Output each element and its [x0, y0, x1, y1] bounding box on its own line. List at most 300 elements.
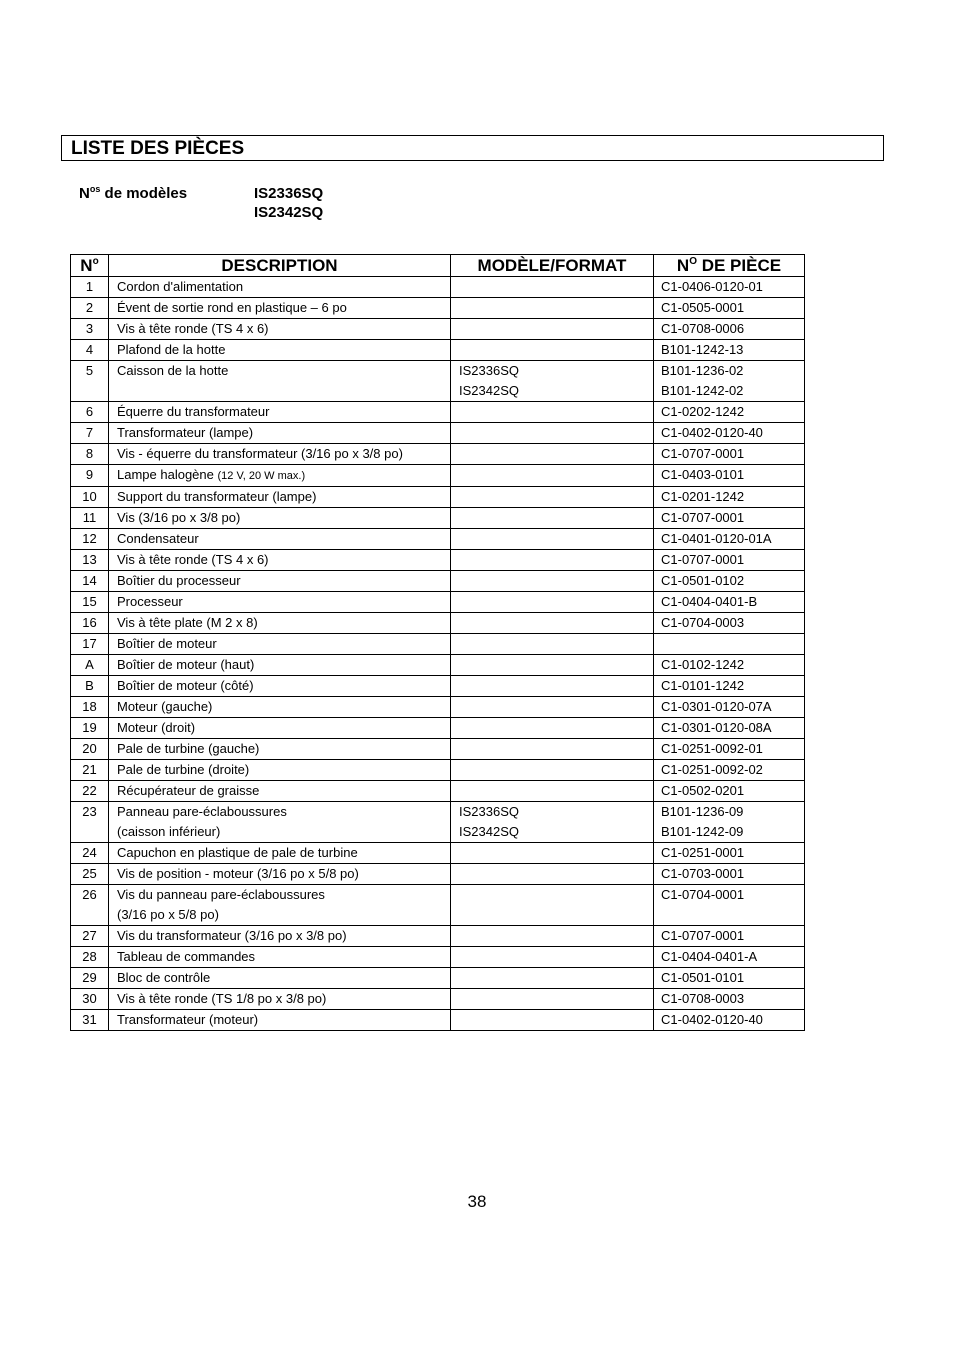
item-model-line [459, 822, 653, 842]
table-row [71, 634, 805, 655]
item-model-text: IS2336SQ [459, 804, 519, 819]
item-number: 24 [71, 843, 109, 864]
parts-table [70, 254, 805, 1031]
item-description-text: Boîtier de moteur (haut) [117, 657, 255, 672]
item-description [109, 340, 451, 361]
item-description [109, 550, 451, 571]
item-part-number-line [661, 947, 804, 967]
item-part-number-text: B101-1242-09 [661, 824, 744, 839]
item-number: 8 [71, 444, 109, 465]
item-part-number [654, 550, 805, 571]
item-part-number-text: C1-0707-0001 [661, 928, 745, 943]
item-description [109, 739, 451, 760]
item-model [451, 592, 654, 613]
item-part-number-line [661, 1010, 804, 1030]
item-part-number-line [661, 739, 804, 759]
description-note: (12 V, 20 W max.) [217, 470, 306, 482]
item-description-text: Caisson de la hotte [117, 363, 229, 378]
item-description-text: Équerre du transformateur [117, 404, 270, 419]
item-description-line [117, 947, 450, 967]
item-description [109, 508, 451, 529]
item-description [109, 843, 451, 864]
item-number: 26 [71, 885, 109, 926]
item-number: 20 [71, 739, 109, 760]
item-part-number-text: C1-0301-0120-08A [661, 720, 772, 735]
item-description [109, 571, 451, 592]
item-description-text: Vis du panneau pare-éclaboussures [117, 887, 325, 902]
item-part-number [654, 947, 805, 968]
table-row [71, 926, 805, 947]
item-part-number-line [661, 298, 804, 318]
item-description-line [117, 718, 450, 738]
item-part-number-line [661, 571, 804, 591]
item-part-number-line [661, 277, 804, 297]
item-number: 4 [71, 340, 109, 361]
item-part-number [654, 655, 805, 676]
item-part-number [654, 465, 805, 487]
section-title: LISTE DES PIÈCES [71, 138, 245, 159]
item-part-number-text: C1-0404-0401-A [661, 949, 758, 964]
item-description-line [117, 905, 450, 925]
item-part-number-line [661, 781, 804, 801]
item-part-number [654, 885, 805, 926]
item-part-number [654, 508, 805, 529]
item-part-number-text: B101-1242-02 [661, 383, 744, 398]
item-description-line [117, 843, 450, 863]
table-row [71, 864, 805, 885]
item-description-line [117, 822, 450, 842]
item-description [109, 487, 451, 508]
item-number: 5 [71, 361, 109, 402]
item-description-line [117, 298, 450, 318]
header-part-number: $N^O$ DE PIÈCE [654, 255, 805, 277]
item-description-text: Vis à tête ronde (TS 1/8 po x 3/8 po) [117, 991, 327, 1006]
item-part-number-text: C1-0501-0102 [661, 573, 745, 588]
item-part-number-line [661, 444, 804, 464]
item-model [451, 655, 654, 676]
item-description [109, 592, 451, 613]
item-description [109, 781, 451, 802]
item-part-number-line [661, 340, 804, 360]
item-part-number-text: C1-0708-0003 [661, 991, 745, 1006]
item-description-line [117, 423, 450, 443]
item-description [109, 613, 451, 634]
item-part-number [654, 444, 805, 465]
item-model [451, 968, 654, 989]
item-description-text: Bloc de contrôle [117, 970, 211, 985]
item-model [451, 697, 654, 718]
item-part-number [654, 340, 805, 361]
table-row [71, 760, 805, 781]
item-number: 3 [71, 319, 109, 340]
item-part-number-text: C1-0202-1242 [661, 404, 745, 419]
item-number: 17 [71, 634, 109, 655]
item-description-line [117, 802, 450, 822]
item-description-line [117, 613, 450, 633]
table-row [71, 487, 805, 508]
item-part-number-text: C1-0403-0101 [661, 467, 745, 482]
item-part-number-line [661, 402, 804, 422]
table-row [71, 947, 805, 968]
item-number: 31 [71, 1010, 109, 1031]
item-part-number [654, 613, 805, 634]
item-model [451, 864, 654, 885]
table-row [71, 277, 805, 298]
item-part-number [654, 760, 805, 781]
item-description-text: Lampe halogène [117, 467, 218, 482]
item-part-number-line [661, 718, 804, 738]
item-description [109, 465, 451, 487]
item-number: A [71, 655, 109, 676]
item-number: 12 [71, 529, 109, 550]
item-model [451, 298, 654, 319]
item-model [451, 319, 654, 340]
item-part-number-line [661, 613, 804, 633]
item-part-number [654, 843, 805, 864]
item-description-text: Vis à tête ronde (TS 4 x 6) [117, 321, 269, 336]
item-number: 11 [71, 508, 109, 529]
item-number: 29 [71, 968, 109, 989]
item-part-number-line [661, 989, 804, 1009]
item-description [109, 634, 451, 655]
item-model [451, 739, 654, 760]
item-part-number-text: C1-0102-1242 [661, 657, 745, 672]
item-model [451, 885, 654, 926]
item-part-number [654, 592, 805, 613]
item-description-text: (3/16 po x 5/8 po) [117, 907, 219, 922]
item-description [109, 926, 451, 947]
item-part-number [654, 571, 805, 592]
item-number: 13 [71, 550, 109, 571]
item-description-line [117, 760, 450, 780]
item-model [451, 508, 654, 529]
item-model-line [459, 381, 653, 401]
item-description-text: Pale de turbine (gauche) [117, 741, 260, 756]
table-row [71, 423, 805, 444]
item-part-number-text: C1-0707-0001 [661, 552, 745, 567]
item-model [451, 277, 654, 298]
item-description [109, 718, 451, 739]
item-part-number-text: C1-0505-0001 [661, 300, 745, 315]
section-title-box [61, 135, 884, 161]
item-part-number-text: C1-0251-0001 [661, 845, 745, 860]
item-description [109, 864, 451, 885]
item-part-number-line [661, 885, 804, 905]
item-description-line [117, 571, 450, 591]
item-part-number-line [661, 423, 804, 443]
item-part-number-text: C1-0404-0401-B [661, 594, 758, 609]
item-part-number [654, 718, 805, 739]
item-description-text: Vis de position - moteur (3/16 po x 5/8 po) [117, 866, 359, 881]
item-number: 2 [71, 298, 109, 319]
table-row [71, 529, 805, 550]
item-description-line [117, 968, 450, 988]
item-part-number-text: C1-0707-0001 [661, 446, 745, 461]
item-part-number-line [661, 926, 804, 946]
item-part-number [654, 676, 805, 697]
item-description-text: Boîtier de moteur (côté) [117, 678, 254, 693]
item-model [451, 465, 654, 487]
item-model [451, 340, 654, 361]
table-row [71, 319, 805, 340]
item-part-number-text: C1-0406-0120-01 [661, 279, 763, 294]
item-description-line [117, 508, 450, 528]
parts-table-body [71, 277, 805, 1031]
item-model [451, 802, 654, 843]
item-part-number-line [661, 968, 804, 988]
item-description-text: Transformateur (moteur) [117, 1012, 259, 1027]
item-part-number-line [661, 864, 804, 884]
item-part-number-line [661, 592, 804, 612]
item-part-number-text: C1-0501-0101 [661, 970, 745, 985]
models-list [254, 184, 323, 222]
item-model [451, 718, 654, 739]
item-part-number [654, 697, 805, 718]
item-model-text: IS2342SQ [459, 383, 519, 398]
item-part-number [654, 298, 805, 319]
item-description-line [117, 781, 450, 801]
item-description-text: Vis à tête ronde (TS 4 x 6) [117, 552, 269, 567]
item-part-number-text: C1-0704-0003 [661, 615, 745, 630]
item-description [109, 361, 451, 402]
item-model-line [459, 802, 653, 822]
item-number: 14 [71, 571, 109, 592]
item-description-text: Transformateur (lampe) [117, 425, 254, 440]
item-part-number [654, 423, 805, 444]
item-description-line [117, 592, 450, 612]
item-description-line [117, 340, 450, 360]
item-number: 7 [71, 423, 109, 444]
item-part-number [654, 487, 805, 508]
item-description-line [117, 634, 450, 654]
model-number: IS2342SQ [254, 204, 324, 221]
item-part-number-line [661, 508, 804, 528]
table-row [71, 676, 805, 697]
item-part-number [654, 926, 805, 947]
item-number: 10 [71, 487, 109, 508]
item-part-number [654, 989, 805, 1010]
table-row [71, 550, 805, 571]
item-description [109, 802, 451, 843]
item-model [451, 423, 654, 444]
item-description [109, 444, 451, 465]
item-part-number [654, 781, 805, 802]
item-description-line [117, 864, 450, 884]
table-row [71, 781, 805, 802]
item-part-number-line [661, 802, 804, 822]
table-row [71, 968, 805, 989]
item-model [451, 947, 654, 968]
item-number: 25 [71, 864, 109, 885]
item-model [451, 402, 654, 423]
item-description-line [117, 361, 450, 381]
item-part-number-text: B101-1236-02 [661, 363, 744, 378]
item-description-text: Vis (3/16 po x 3/8 po) [117, 510, 241, 525]
table-row [71, 444, 805, 465]
item-description-line [117, 739, 450, 759]
item-model [451, 781, 654, 802]
item-description [109, 529, 451, 550]
table-row [71, 508, 805, 529]
item-part-number-line [661, 676, 804, 696]
item-model [451, 1010, 654, 1031]
item-number: 19 [71, 718, 109, 739]
item-description-text: Tableau de commandes [117, 949, 256, 964]
header-model: MODÈLE/FORMAT [451, 255, 654, 277]
item-part-number [654, 402, 805, 423]
item-model [451, 550, 654, 571]
item-number: 18 [71, 697, 109, 718]
item-part-number [654, 361, 805, 402]
item-description-text: Support du transformateur (lampe) [117, 489, 317, 504]
item-part-number-text: C1-0101-1242 [661, 678, 745, 693]
item-part-number-line [661, 465, 804, 485]
item-description-text: Boîtier du processeur [117, 573, 241, 588]
item-description-text: Plafond de la hotte [117, 342, 226, 357]
item-part-number [654, 277, 805, 298]
item-description-text: Récupérateur de graisse [117, 783, 260, 798]
item-part-number [654, 634, 805, 655]
item-description-line [117, 444, 450, 464]
item-description-text: Boîtier de moteur [117, 636, 217, 651]
table-row [71, 613, 805, 634]
table-row [71, 739, 805, 760]
table-row [71, 298, 805, 319]
item-description-text: Évent de sortie rond en plastique – 6 po [117, 300, 347, 315]
item-description [109, 697, 451, 718]
item-model [451, 444, 654, 465]
item-description-line [117, 487, 450, 507]
item-part-number-line [661, 697, 804, 717]
item-description-text: Moteur (gauche) [117, 699, 213, 714]
models-label: $N^{os}$ de modèles [79, 184, 188, 202]
item-part-number-text: C1-0707-0001 [661, 510, 745, 525]
item-model [451, 361, 654, 402]
item-part-number-text: C1-0201-1242 [661, 489, 745, 504]
item-part-number-text: B101-1236-09 [661, 804, 744, 819]
item-description [109, 423, 451, 444]
item-number: 6 [71, 402, 109, 423]
table-row [71, 340, 805, 361]
item-description [109, 298, 451, 319]
table-row [71, 802, 805, 843]
item-description-line [117, 697, 450, 717]
item-part-number-line [661, 381, 804, 401]
item-model [451, 676, 654, 697]
item-model-line [459, 361, 653, 381]
item-description [109, 885, 451, 926]
item-part-number [654, 864, 805, 885]
item-description-line [117, 989, 450, 1009]
item-number: 27 [71, 926, 109, 947]
item-description [109, 968, 451, 989]
table-row [71, 989, 805, 1010]
table-row [71, 465, 805, 487]
item-number: 23 [71, 802, 109, 843]
item-description-text: Condensateur [117, 531, 199, 546]
table-row [71, 718, 805, 739]
item-part-number-text: B101-1242-13 [661, 342, 744, 357]
item-description-line [117, 529, 450, 549]
item-description-text: Vis - équerre du transformateur (3/16 po x 3/8 po) [117, 446, 403, 461]
item-model-text: IS2336SQ [459, 363, 519, 378]
header-description: DESCRIPTION [109, 255, 451, 277]
item-number: 28 [71, 947, 109, 968]
item-model [451, 926, 654, 947]
item-part-number-line [661, 361, 804, 381]
page-number: 38 [467, 1192, 487, 1211]
item-part-number-text: C1-0703-0001 [661, 866, 745, 881]
item-model [451, 487, 654, 508]
item-description-line [117, 676, 450, 696]
item-part-number [654, 319, 805, 340]
item-model [451, 989, 654, 1010]
item-part-number-line [661, 319, 804, 339]
table-row [71, 571, 805, 592]
item-part-number [654, 968, 805, 989]
item-part-number-line [661, 843, 804, 863]
table-header-row [71, 255, 805, 277]
item-description [109, 989, 451, 1010]
table-row [71, 592, 805, 613]
item-description [109, 1010, 451, 1031]
table-row [71, 885, 805, 926]
item-part-number-text: C1-0401-0120-01A [661, 531, 772, 546]
item-part-number-line [661, 655, 804, 675]
table-row [71, 843, 805, 864]
item-model [451, 760, 654, 781]
item-description [109, 676, 451, 697]
item-part-number-text: C1-0704-0001 [661, 887, 745, 902]
item-description-line [117, 655, 450, 675]
item-part-number [654, 739, 805, 760]
item-number: 9 [71, 465, 109, 487]
item-number: B [71, 676, 109, 697]
item-part-number [654, 1010, 805, 1031]
item-description [109, 277, 451, 298]
item-part-number [654, 802, 805, 843]
item-part-number [654, 529, 805, 550]
item-part-number-text: C1-0251-0092-02 [661, 762, 763, 777]
item-part-number-line [661, 487, 804, 507]
item-number: 30 [71, 989, 109, 1010]
model-number: IS2336SQ [254, 185, 324, 202]
item-part-number-text: C1-0402-0120-40 [661, 1012, 763, 1027]
item-model [451, 843, 654, 864]
item-description [109, 760, 451, 781]
item-description [109, 947, 451, 968]
item-part-number-text: C1-0708-0006 [661, 321, 745, 336]
item-description-text: Cordon d'alimentation [117, 279, 244, 294]
item-description-line [117, 926, 450, 946]
item-part-number-text: C1-0301-0120-07A [661, 699, 772, 714]
item-part-number-line [661, 822, 804, 842]
item-description [109, 402, 451, 423]
table-row [71, 361, 805, 402]
item-description [109, 655, 451, 676]
item-description-text: Vis à tête plate (M 2 x 8) [117, 615, 258, 630]
item-number: 16 [71, 613, 109, 634]
item-description-line [117, 465, 450, 486]
item-description-line [117, 550, 450, 570]
item-number: 15 [71, 592, 109, 613]
item-description-text: Vis du transformateur (3/16 po x 3/8 po) [117, 928, 347, 943]
table-row [71, 1010, 805, 1031]
header-no: $N^o$ [71, 255, 109, 277]
item-number: 1 [71, 277, 109, 298]
item-description-text: Capuchon en plastique de pale de turbine [117, 845, 358, 860]
item-part-number-text: C1-0251-0092-01 [661, 741, 763, 756]
